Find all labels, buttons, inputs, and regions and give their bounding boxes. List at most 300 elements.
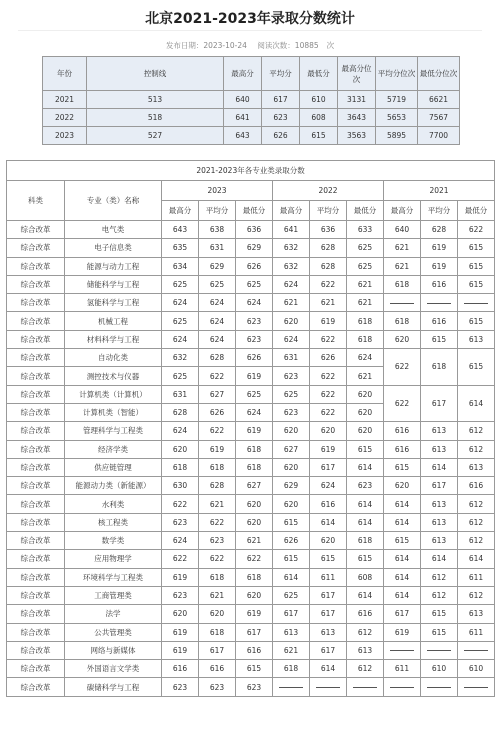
score-2023-cell: 619 (162, 641, 199, 659)
score-subheader: 最低分 (347, 201, 384, 221)
major-row (7, 440, 495, 458)
score-2021-cell: 614 (421, 550, 458, 568)
dash-mark (390, 303, 414, 304)
score-2021-cell: 612 (458, 532, 495, 550)
score-2022-cell: 627 (273, 440, 310, 458)
major-row (7, 221, 495, 239)
title-divider (18, 30, 482, 31)
major-row (7, 385, 495, 403)
major-row (7, 330, 495, 348)
dash-mark (390, 687, 414, 688)
score-2022-cell: 614 (347, 495, 384, 513)
view-count-unit: 次 (326, 41, 335, 50)
score-2022-cell: 632 (273, 239, 310, 257)
score-2022-cell (347, 678, 384, 696)
major-name-cell: 核工程类 (65, 513, 162, 531)
score-2023-cell: 620 (199, 605, 236, 623)
score-2023-cell: 623 (199, 678, 236, 696)
score-2022-cell: 623 (273, 403, 310, 421)
score-2022-cell: 612 (347, 623, 384, 641)
summary-cell: 5653 (376, 109, 418, 127)
category-cell: 综合改革 (7, 349, 65, 367)
score-2022-cell: 628 (310, 257, 347, 275)
major-row (7, 660, 495, 678)
score-2023-cell: 622 (162, 495, 199, 513)
score-2023-cell: 631 (199, 239, 236, 257)
score-2022-cell: 619 (310, 440, 347, 458)
score-2022-cell: 617 (310, 458, 347, 476)
major-name-cell: 数学类 (65, 532, 162, 550)
category-cell: 综合改革 (7, 367, 65, 385)
score-2021-cell: 617 (384, 605, 421, 623)
score-2023-cell: 638 (199, 221, 236, 239)
score-2021-cell: 615 (458, 312, 495, 330)
score-2023-cell: 624 (162, 330, 199, 348)
score-2022-cell: 622 (310, 275, 347, 293)
major-row (7, 294, 495, 312)
dash-mark (464, 687, 488, 688)
major-name-cell: 材料科学与工程 (65, 330, 162, 348)
category-cell: 综合改革 (7, 477, 65, 495)
summary-header-cell: 最低分 (300, 57, 338, 91)
score-2021-cell: 618 (384, 312, 421, 330)
score-2021-cell: 620 (384, 477, 421, 495)
major-row (7, 532, 495, 550)
category-cell: 综合改革 (7, 294, 65, 312)
score-2023-cell: 628 (199, 477, 236, 495)
summary-header-cell: 年份 (43, 57, 87, 91)
score-2023-cell: 618 (236, 458, 273, 476)
summary-cell: 527 (87, 127, 224, 145)
score-2023-cell: 631 (162, 385, 199, 403)
score-2022-cell: 618 (347, 330, 384, 348)
score-2021-cell: 613 (421, 532, 458, 550)
score-2023-cell: 623 (162, 678, 199, 696)
score-2023-cell: 622 (236, 550, 273, 568)
score-2023-cell: 622 (162, 550, 199, 568)
score-2023-cell: 616 (236, 641, 273, 659)
score-2023-cell: 618 (199, 458, 236, 476)
category-cell: 综合改革 (7, 641, 65, 659)
major-name-cell: 外国语言文学类 (65, 660, 162, 678)
category-cell: 综合改革 (7, 550, 65, 568)
score-2022-cell: 629 (273, 477, 310, 495)
score-2023-cell: 621 (236, 532, 273, 550)
summary-table (42, 56, 460, 145)
major-name-cell: 测控技术与仪器 (65, 367, 162, 385)
score-2022-cell: 631 (273, 349, 310, 367)
score-2021-cell: 614 (458, 550, 495, 568)
dash-mark (390, 650, 414, 651)
category-cell: 综合改革 (7, 257, 65, 275)
score-2023-cell: 626 (236, 257, 273, 275)
score-2021-cell: 618 (384, 275, 421, 293)
score-2022-cell: 624 (273, 330, 310, 348)
major-row (7, 257, 495, 275)
category-cell: 综合改革 (7, 422, 65, 440)
score-2021-cell: 612 (421, 568, 458, 586)
score-2023-cell: 623 (199, 532, 236, 550)
score-2023-cell: 618 (236, 440, 273, 458)
score-2021-merged-cell: 618 (421, 349, 458, 386)
summary-cell: 3131 (338, 91, 376, 109)
score-2023-cell: 634 (162, 257, 199, 275)
score-2021-cell: 611 (458, 623, 495, 641)
summary-cell: 3643 (338, 109, 376, 127)
major-name-cell: 环境科学与工程类 (65, 568, 162, 586)
score-2023-cell: 636 (236, 221, 273, 239)
score-2023-cell: 619 (236, 422, 273, 440)
category-cell: 综合改革 (7, 568, 65, 586)
score-2023-cell: 625 (162, 367, 199, 385)
score-subheader: 平均分 (310, 201, 347, 221)
score-2021-cell: 617 (421, 477, 458, 495)
score-2023-cell: 625 (162, 275, 199, 293)
summary-cell: 6621 (418, 91, 460, 109)
score-2023-cell: 621 (199, 495, 236, 513)
summary-cell: 5719 (376, 91, 418, 109)
score-2021-cell: 612 (458, 586, 495, 604)
view-count: 阅读次数：10885 (257, 41, 319, 50)
score-2023-cell: 623 (162, 586, 199, 604)
score-2022-cell: 614 (347, 513, 384, 531)
score-2022-cell: 626 (310, 349, 347, 367)
score-2023-cell: 620 (236, 586, 273, 604)
summary-header-row (43, 57, 460, 91)
score-2022-cell: 620 (310, 532, 347, 550)
score-2021-cell: 616 (421, 312, 458, 330)
major-row (7, 239, 495, 257)
score-2023-cell: 624 (199, 312, 236, 330)
score-2022-cell: 620 (273, 312, 310, 330)
summary-cell: 2022 (43, 109, 87, 127)
score-2022-cell: 615 (347, 440, 384, 458)
score-2021-cell: 614 (384, 495, 421, 513)
year-header: 2022 (273, 181, 384, 201)
major-row (7, 605, 495, 623)
dash-mark (427, 303, 451, 304)
score-2021-cell: 612 (458, 440, 495, 458)
summary-cell: 623 (262, 109, 300, 127)
score-2022-cell: 622 (310, 330, 347, 348)
score-2023-cell: 628 (162, 403, 199, 421)
score-2021-cell: 615 (458, 239, 495, 257)
major-name-cell: 储能科学与工程 (65, 275, 162, 293)
score-2021-cell: 613 (458, 458, 495, 476)
category-cell: 综合改革 (7, 275, 65, 293)
score-2023-cell: 623 (162, 513, 199, 531)
score-2022-cell: 633 (347, 221, 384, 239)
score-subheader: 平均分 (421, 201, 458, 221)
score-2021-cell (421, 678, 458, 696)
summary-header-cell: 最高分 (224, 57, 262, 91)
score-2023-cell: 620 (236, 495, 273, 513)
major-name-cell: 氢能科学与工程 (65, 294, 162, 312)
score-2022-cell: 625 (273, 586, 310, 604)
category-cell: 综合改革 (7, 458, 65, 476)
score-2023-cell: 622 (199, 422, 236, 440)
summary-cell: 3563 (338, 127, 376, 145)
score-2021-cell: 613 (421, 422, 458, 440)
category-cell: 综合改革 (7, 221, 65, 239)
score-2023-cell: 624 (162, 294, 199, 312)
score-2021-merged-cell: 622 (384, 385, 421, 422)
detail-title-row (7, 161, 495, 181)
score-2022-cell: 620 (347, 403, 384, 421)
category-cell: 综合改革 (7, 513, 65, 531)
score-2021-cell: 612 (458, 495, 495, 513)
score-2021-cell: 613 (421, 495, 458, 513)
major-name-cell: 机械工程 (65, 312, 162, 330)
category-cell: 综合改革 (7, 385, 65, 403)
category-cell: 综合改革 (7, 403, 65, 421)
score-2023-cell: 632 (162, 349, 199, 367)
score-2022-cell (273, 678, 310, 696)
category-cell: 综合改革 (7, 532, 65, 550)
score-2022-cell: 613 (347, 641, 384, 659)
score-2022-cell: 623 (273, 367, 310, 385)
score-2022-cell: 618 (347, 312, 384, 330)
score-2022-cell: 615 (310, 550, 347, 568)
score-2022-cell: 619 (310, 312, 347, 330)
summary-header-cell: 平均分位次 (376, 57, 418, 91)
major-name-cell: 网络与新媒体 (65, 641, 162, 659)
score-subheader: 最高分 (273, 201, 310, 221)
score-2022-cell: 614 (310, 660, 347, 678)
score-2021-cell: 628 (421, 221, 458, 239)
major-name-cell: 碳储科学与工程 (65, 678, 162, 696)
major-row (7, 550, 495, 568)
score-2022-cell: 615 (273, 550, 310, 568)
score-2022-cell: 620 (273, 458, 310, 476)
score-2022-cell: 614 (347, 586, 384, 604)
score-2021-cell: 615 (458, 275, 495, 293)
score-2022-cell: 616 (310, 495, 347, 513)
score-2021-cell: 619 (384, 623, 421, 641)
score-2023-cell: 625 (199, 275, 236, 293)
major-row (7, 349, 495, 367)
score-2022-cell: 622 (310, 403, 347, 421)
major-name-cell: 水利类 (65, 495, 162, 513)
score-2022-cell: 618 (273, 660, 310, 678)
year-header: 2021 (384, 181, 495, 201)
score-2022-cell: 621 (273, 641, 310, 659)
summary-header-cell: 平均分 (262, 57, 300, 91)
score-2022-cell: 614 (310, 513, 347, 531)
summary-cell: 640 (224, 91, 262, 109)
detail-table-title: 2021-2023年各专业类录取分数 (7, 161, 495, 181)
score-2022-cell: 615 (273, 513, 310, 531)
score-2023-cell: 626 (236, 349, 273, 367)
score-2023-cell: 643 (162, 221, 199, 239)
score-2021-cell (458, 641, 495, 659)
score-2021-cell: 614 (421, 458, 458, 476)
score-2022-cell: 624 (347, 349, 384, 367)
major-row (7, 623, 495, 641)
major-row (7, 275, 495, 293)
score-2023-cell: 622 (199, 550, 236, 568)
major-name-cell: 能源动力类（新能源） (65, 477, 162, 495)
score-2023-cell: 624 (162, 422, 199, 440)
score-2021-cell: 614 (384, 586, 421, 604)
summary-cell: 610 (300, 91, 338, 109)
summary-cell: 513 (87, 91, 224, 109)
score-2022-cell: 614 (273, 568, 310, 586)
score-2023-cell: 618 (236, 568, 273, 586)
score-2023-cell: 635 (162, 239, 199, 257)
score-2021-cell: 619 (421, 239, 458, 257)
score-2022-cell: 621 (347, 275, 384, 293)
score-2023-cell: 619 (199, 440, 236, 458)
major-scores-table (6, 160, 495, 697)
score-2021-cell (384, 678, 421, 696)
dash-mark (279, 687, 303, 688)
score-2023-cell: 620 (162, 605, 199, 623)
score-2022-cell: 622 (310, 367, 347, 385)
major-name-cell: 计算机类（计算机） (65, 385, 162, 403)
score-2023-cell: 616 (162, 660, 199, 678)
score-2022-cell: 617 (310, 605, 347, 623)
score-2023-cell: 622 (199, 367, 236, 385)
major-name-cell: 工商管理类 (65, 586, 162, 604)
score-2021-cell: 616 (384, 422, 421, 440)
score-2022-cell: 620 (347, 385, 384, 403)
page-title: 北京2021-2023年录取分数统计 (145, 11, 355, 27)
score-2022-cell: 621 (347, 294, 384, 312)
score-2021-cell: 616 (384, 440, 421, 458)
score-2021-merged-cell: 614 (458, 385, 495, 422)
major-row (7, 678, 495, 696)
score-2022-cell: 614 (347, 458, 384, 476)
score-2022-cell: 608 (347, 568, 384, 586)
dash-mark (316, 687, 340, 688)
category-cell: 综合改革 (7, 660, 65, 678)
score-2021-merged-cell: 617 (421, 385, 458, 422)
score-2023-cell: 617 (236, 623, 273, 641)
category-cell: 综合改革 (7, 495, 65, 513)
score-2023-cell: 625 (162, 312, 199, 330)
score-2021-cell (384, 294, 421, 312)
score-2023-cell: 628 (199, 349, 236, 367)
summary-cell: 7567 (418, 109, 460, 127)
score-2022-cell: 611 (310, 568, 347, 586)
score-2023-cell: 625 (236, 385, 273, 403)
summary-header-cell: 最高分位次 (338, 57, 376, 91)
score-2022-cell: 613 (310, 623, 347, 641)
summary-row (43, 109, 460, 127)
score-2021-cell: 614 (384, 568, 421, 586)
score-2023-cell: 624 (236, 403, 273, 421)
score-2023-cell: 617 (199, 641, 236, 659)
major-name-cell: 公共管理类 (65, 623, 162, 641)
score-2022-cell: 628 (310, 239, 347, 257)
score-2021-cell: 610 (458, 660, 495, 678)
score-2021-cell: 612 (421, 586, 458, 604)
score-2021-cell: 622 (458, 221, 495, 239)
summary-header-cell: 控制线 (87, 57, 224, 91)
score-2023-cell: 627 (199, 385, 236, 403)
score-2021-cell: 612 (458, 513, 495, 531)
score-2021-cell: 610 (421, 660, 458, 678)
score-2022-cell: 624 (273, 275, 310, 293)
major-header: 专业（类）名称 (65, 181, 162, 221)
score-2022-cell: 625 (347, 239, 384, 257)
major-row (7, 422, 495, 440)
score-2022-cell: 616 (347, 605, 384, 623)
score-2022-cell: 620 (273, 495, 310, 513)
score-2023-cell: 619 (236, 605, 273, 623)
score-2023-cell: 625 (236, 275, 273, 293)
major-name-cell: 自动化类 (65, 349, 162, 367)
score-2023-cell: 615 (236, 660, 273, 678)
score-2023-cell: 620 (162, 440, 199, 458)
dash-mark (464, 303, 488, 304)
major-name-cell: 电子信息类 (65, 239, 162, 257)
dash-mark (464, 650, 488, 651)
score-2022-cell: 621 (310, 294, 347, 312)
score-2022-cell: 623 (347, 477, 384, 495)
score-2021-cell: 615 (421, 330, 458, 348)
category-cell: 综合改革 (7, 440, 65, 458)
score-2021-cell: 615 (421, 623, 458, 641)
score-2023-cell: 627 (236, 477, 273, 495)
summary-cell: 2021 (43, 91, 87, 109)
score-2022-cell: 621 (347, 367, 384, 385)
dash-mark (353, 687, 377, 688)
major-row (7, 513, 495, 531)
score-2022-cell: 612 (347, 660, 384, 678)
score-2022-cell (310, 678, 347, 696)
score-2023-cell: 621 (199, 586, 236, 604)
score-2021-cell: 615 (458, 257, 495, 275)
score-2023-cell: 618 (199, 568, 236, 586)
major-row (7, 641, 495, 659)
score-2023-cell: 619 (236, 367, 273, 385)
score-2023-cell: 626 (199, 403, 236, 421)
score-2023-cell: 623 (236, 330, 273, 348)
score-2022-cell: 641 (273, 221, 310, 239)
score-2023-cell: 624 (199, 294, 236, 312)
score-subheader: 最高分 (162, 201, 199, 221)
summary-cell: 7700 (418, 127, 460, 145)
score-2021-cell: 620 (384, 330, 421, 348)
score-2021-cell: 613 (421, 513, 458, 531)
score-2021-cell: 614 (384, 550, 421, 568)
score-2022-cell: 622 (310, 385, 347, 403)
score-2023-cell: 623 (236, 678, 273, 696)
major-name-cell: 管理科学与工程类 (65, 422, 162, 440)
category-cell: 综合改革 (7, 605, 65, 623)
major-row (7, 568, 495, 586)
score-2021-cell (458, 678, 495, 696)
category-header: 科类 (7, 181, 65, 221)
score-2021-merged-cell: 615 (458, 349, 495, 386)
major-name-cell: 计算机类（智能） (65, 403, 162, 421)
category-cell: 综合改革 (7, 623, 65, 641)
score-2021-merged-cell: 622 (384, 349, 421, 386)
score-2023-cell: 620 (236, 513, 273, 531)
summary-row (43, 127, 460, 145)
score-2023-cell: 619 (162, 623, 199, 641)
major-row (7, 477, 495, 495)
score-2022-cell: 618 (347, 532, 384, 550)
score-2022-cell: 617 (273, 605, 310, 623)
year-header: 2023 (162, 181, 273, 201)
summary-cell: 2023 (43, 127, 87, 145)
score-2023-cell: 624 (236, 294, 273, 312)
category-cell: 综合改革 (7, 678, 65, 696)
score-2023-cell: 624 (162, 532, 199, 550)
